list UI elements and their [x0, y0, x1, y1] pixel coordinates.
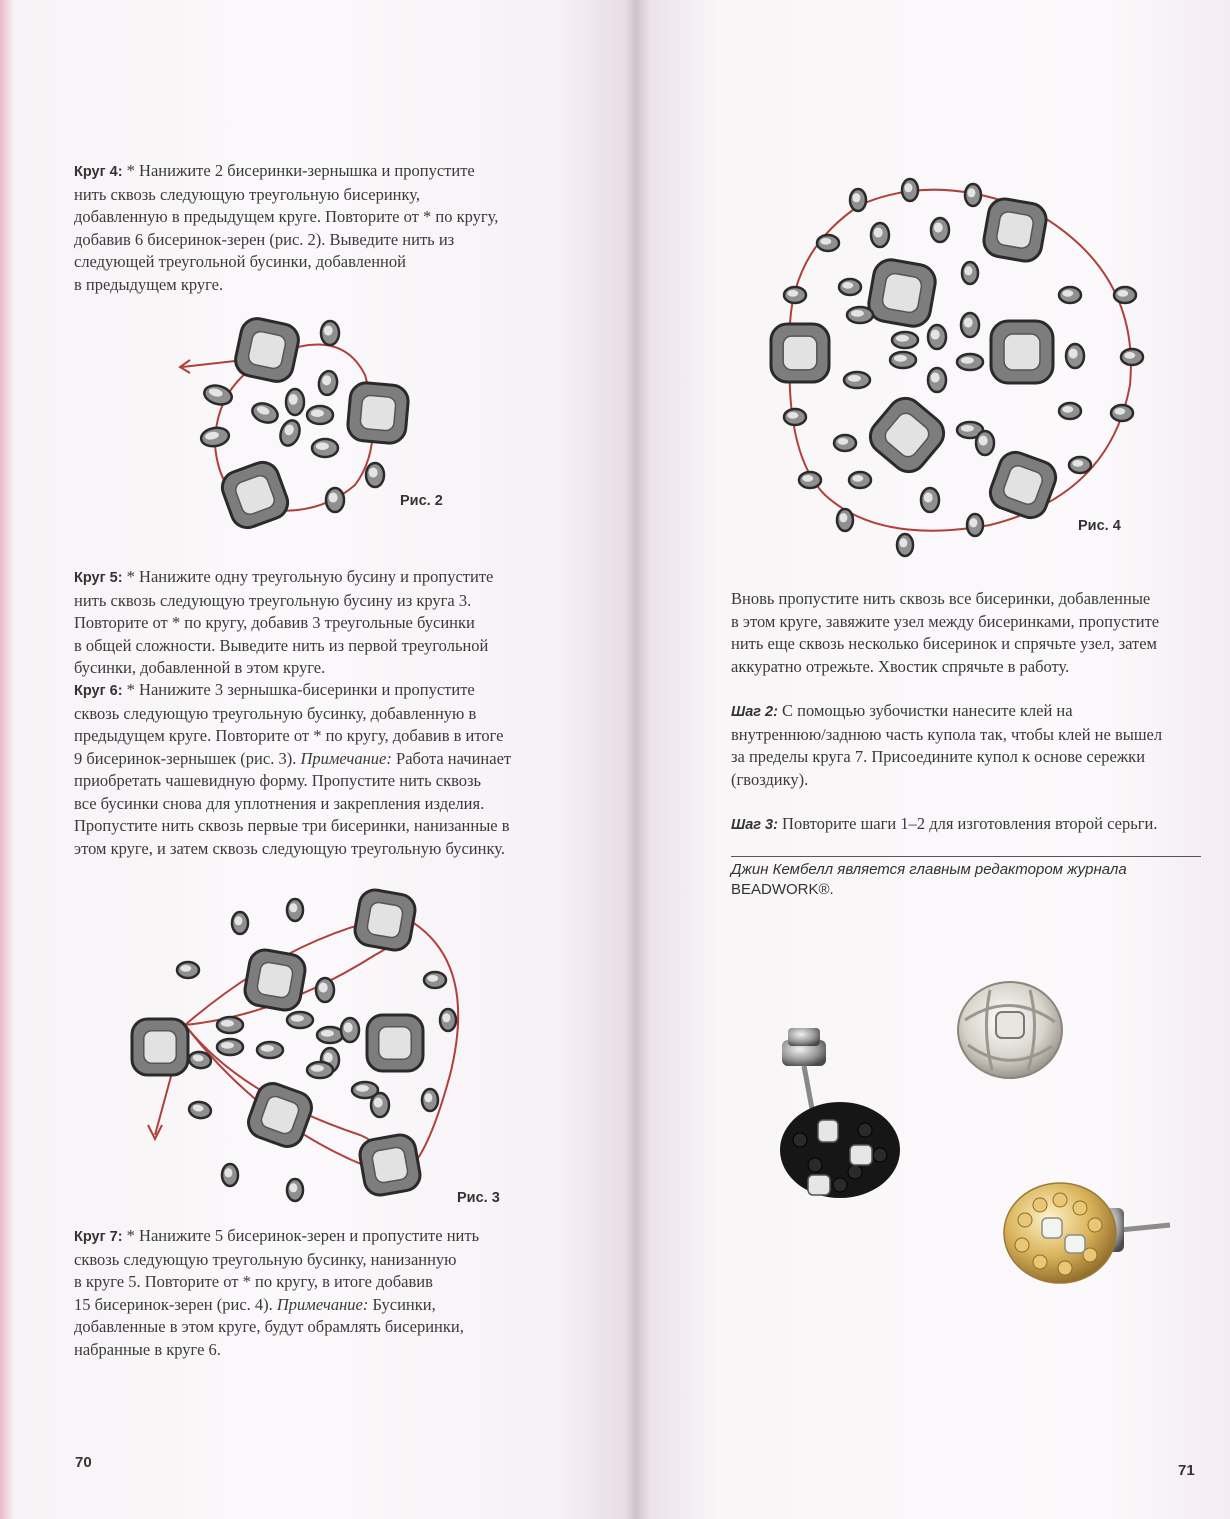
seed-bead [871, 223, 889, 247]
triangle-bead [863, 391, 950, 478]
round4-text: * Нанижите 2 бисеринки-зернышка и пропустите нить сквозь следующую треугольную бисеринку, добавленную в предыдущем круге. Повторите от * по кругу, добавив 6 бисеринок-зерен (рис. 2). Выведите нить из следующей треугольной бусинки, добавленной в предыдущем круге. [74, 161, 499, 294]
seed-bead [890, 352, 916, 368]
round7-text-a: * Нанижите 5 бисеринок-зерен и пропустите нить сквозь следующую треугольную бусинку, нанизанную в круге 5. Повторите от * по кругу, в итоге добавив 15 бисеринок-зерен (рис. 4). [74, 1226, 480, 1314]
seed-bead [902, 179, 918, 201]
round4-paragraph [74, 160, 564, 296]
triangle-bead [233, 316, 302, 385]
triangle-bead [991, 321, 1053, 383]
round5-label: Круг 5: [74, 570, 123, 586]
triangle-bead [244, 1079, 316, 1151]
seed-bead [440, 1009, 456, 1031]
seed-bead [202, 383, 234, 408]
seed-bead [850, 189, 866, 211]
figure-2-caption: Рис. 2 [400, 493, 443, 509]
author-magazine: BEADWORK®. [731, 881, 834, 898]
seed-bead [232, 912, 248, 934]
seed-bead [834, 435, 856, 451]
seed-bead [316, 978, 334, 1002]
seed-bead [965, 184, 981, 206]
seed-bead [341, 1018, 359, 1042]
step2-label: Шаг 2: [731, 704, 778, 720]
author-divider [731, 856, 1201, 857]
figure-4-caption: Рис. 4 [1078, 518, 1121, 534]
round6-text-b: Работа начинает приобретать чашевидную форму. Пропустите нить сквозь все бусинки снова для уплотнения и закрепления изделия. Пропустите нить сквозь первые три бисеринки, нанизанные в этом круге, и затем сквозь следующую треугольную бусинку. [74, 748, 512, 858]
seed-bead [961, 313, 979, 337]
gold-earring [1004, 1183, 1170, 1283]
round4-label: Круг 4: [74, 164, 123, 180]
seed-bead [317, 1027, 343, 1043]
seed-bead [962, 262, 978, 284]
seed-bead [326, 488, 344, 512]
seed-bead [921, 488, 939, 512]
seed-bead [817, 235, 839, 251]
page-number-right: 71 [1178, 1462, 1195, 1479]
seed-bead [317, 370, 339, 397]
round6-label: Круг 6: [74, 683, 123, 699]
seed-bead [976, 431, 994, 455]
seed-bead [1059, 287, 1081, 303]
seed-bead [849, 472, 871, 488]
seed-bead [799, 472, 821, 488]
seed-bead [217, 1017, 243, 1033]
round7-label: Круг 7: [74, 1229, 123, 1245]
seed-bead [1121, 349, 1143, 365]
seed-bead [307, 1062, 333, 1078]
figure-4-diagram [770, 175, 1150, 565]
seed-bead [287, 1179, 303, 1201]
seed-bead [366, 463, 384, 487]
round6-paragraph [74, 679, 574, 860]
triangle-bead [981, 196, 1048, 263]
triangle-bead [367, 1015, 423, 1071]
seed-bead [422, 1089, 438, 1111]
round7-text-b: Бусинки, добавленные в этом круге, будут обрамлять бисеринки, набранные в круге 6. [74, 1294, 464, 1359]
seed-bead [931, 218, 949, 242]
seed-bead [287, 899, 303, 921]
seed-bead [257, 1042, 283, 1058]
triangle-bead [986, 448, 1060, 522]
round7-note-label: Примечание: [276, 1294, 369, 1314]
seed-bead [321, 321, 339, 345]
step3-text: Повторите шаги 1–2 для изготовления второй серьги. [777, 814, 1158, 833]
seed-bead [1069, 457, 1091, 473]
seed-bead [177, 962, 199, 978]
seed-bead [307, 406, 333, 424]
seed-bead [1114, 287, 1136, 303]
triangle-bead [771, 324, 829, 382]
step2-text: С помощью зубочистки нанесите клей на внутреннюю/заднюю часть купола так, чтобы клей не вышел за пределы круга 7. Присоедините купол к основе сережки (гвоздику). [731, 701, 1163, 789]
triangle-bead [358, 1133, 423, 1198]
seed-bead [839, 279, 861, 295]
seed-bead [200, 426, 231, 449]
triangle-bead [218, 458, 292, 532]
seed-bead [1059, 403, 1081, 419]
step3-paragraph [731, 813, 1211, 837]
seed-bead [287, 1012, 313, 1028]
black-earring [780, 1028, 900, 1198]
seed-bead [424, 972, 446, 988]
seed-bead [188, 1100, 212, 1120]
round5-text: * Нанижите одну треугольную бусину и пропустите нить сквозь следующую треугольную бусину из круга 3. Повторите от * по кругу, добавив 3 треугольные бусинки в общей сложности. Выведите нить из первой треугольной бусинки, добавленной в этом круге. [74, 567, 494, 677]
seed-bead [928, 368, 946, 392]
seed-bead [277, 418, 303, 449]
seed-bead [784, 409, 806, 425]
step2-paragraph [731, 700, 1211, 791]
author-text: Джин Кембелл является главным редактором журнала [731, 861, 1127, 878]
step3-label: Шаг 3: [731, 817, 778, 833]
seed-bead [312, 439, 338, 457]
seed-bead [928, 325, 946, 349]
page-number-left: 70 [75, 1454, 92, 1471]
seed-bead [371, 1093, 389, 1117]
intro-paragraph: Вновь пропустите нить сквозь все бисеринки, добавленные в этом круге, завяжите узел между бисеринками, пропустите нить еще сквозь несколько бисеринок и спрячьте узел, затем аккуратно отрежьте. Хвостик спрячьте в работу. [731, 589, 1160, 676]
figure-2-diagram [170, 315, 430, 540]
seed-bead [847, 307, 873, 323]
seed-bead [837, 509, 853, 531]
seed-bead [844, 372, 870, 388]
round5-paragraph [74, 566, 564, 680]
triangle-bead [132, 1019, 188, 1075]
author-note [731, 860, 1201, 900]
seed-bead [784, 287, 806, 303]
earrings-photo [760, 950, 1190, 1280]
triangle-bead [243, 948, 308, 1013]
seed-bead [1111, 405, 1133, 421]
seed-bead [222, 1164, 238, 1186]
round7-paragraph [74, 1225, 564, 1361]
seed-bead [967, 514, 983, 536]
seed-bead [1066, 344, 1084, 368]
figure-3-diagram [130, 895, 480, 1205]
seed-bead [892, 332, 918, 348]
figure-3-caption: Рис. 3 [457, 1190, 500, 1206]
silver-earring [958, 982, 1062, 1078]
triangle-bead [866, 257, 938, 329]
seed-bead [250, 400, 281, 426]
seed-bead [286, 389, 304, 415]
round6-text-a: * Нанижите 3 зернышка-бисеринки и пропустите сквозь следующую треугольную бусинку, добавленную в предыдущем круге. Повторите от * по кругу, добавив в итоге 9 бисеринок-зернышек (рис. 3). [74, 680, 504, 768]
triangle-bead [353, 888, 418, 953]
seed-bead [897, 534, 913, 556]
seed-bead [217, 1039, 243, 1055]
seed-bead [957, 354, 983, 370]
triangle-bead [347, 382, 410, 445]
round6-note-label: Примечание: [300, 748, 392, 768]
